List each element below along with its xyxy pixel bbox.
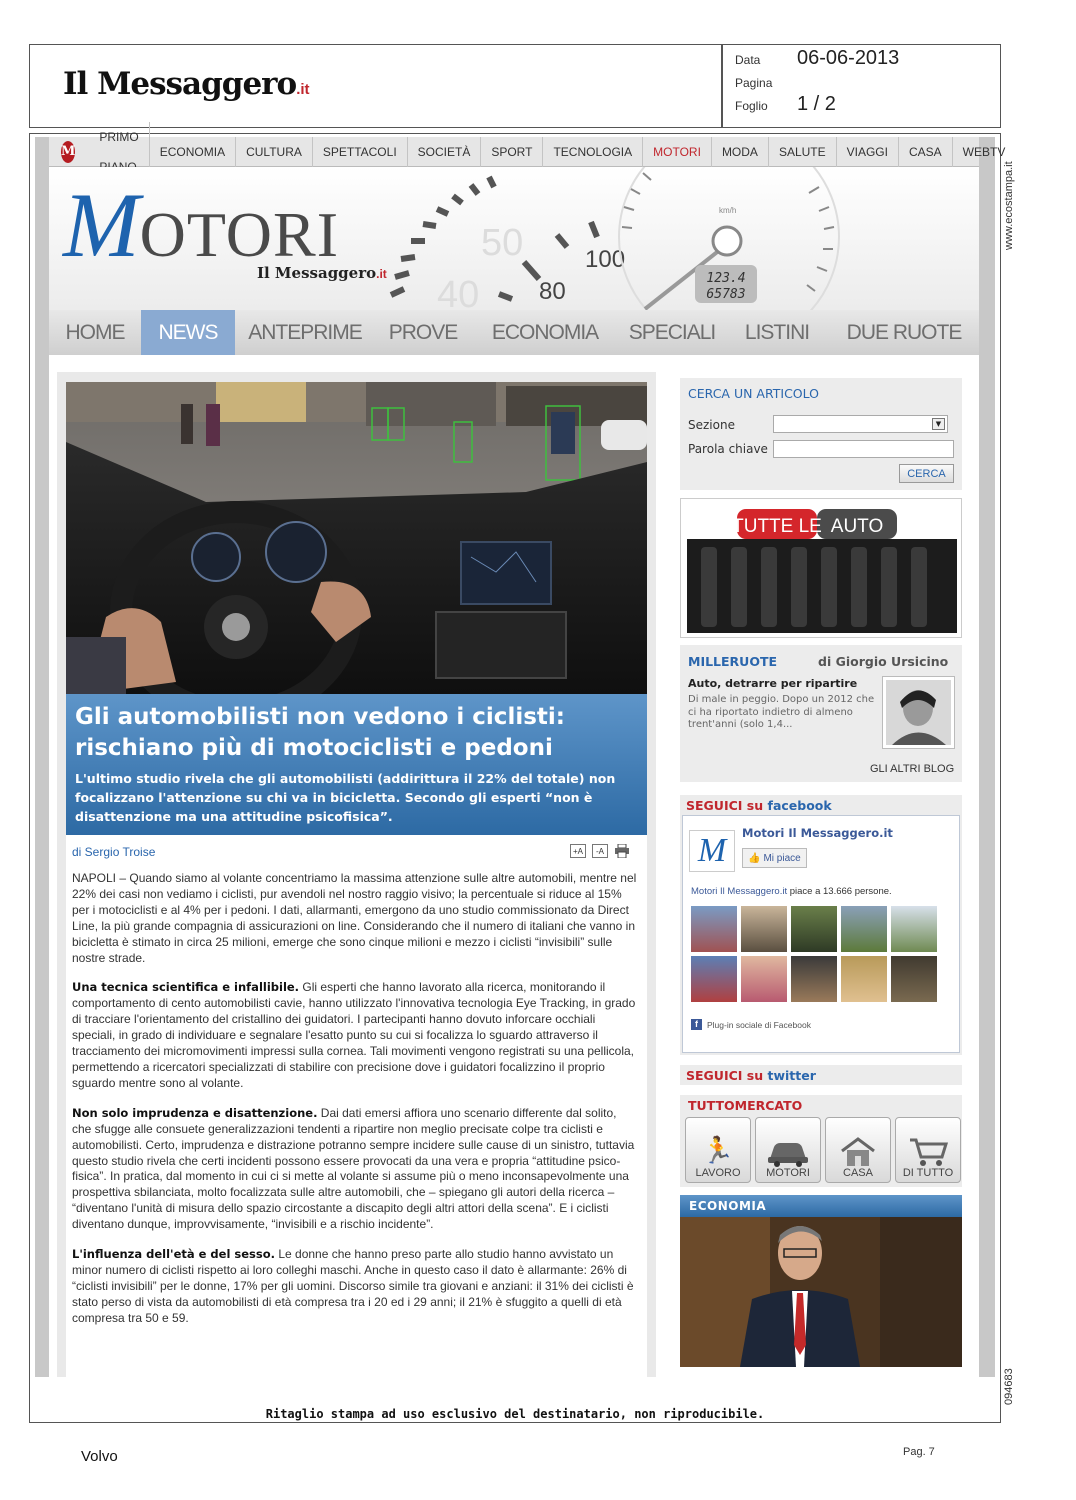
top-navigation [49,129,1006,167]
milleruote-widget [680,645,962,782]
motori-logo[interactable]: MOTORI [63,174,340,276]
motori-sub-logo: Il Messaggero.it [257,264,387,282]
car-icon [766,1139,810,1167]
messaggero-logo: Il Messaggero.it [63,66,310,102]
fan-avatar[interactable] [691,956,737,1002]
fan-avatar[interactable] [891,956,937,1002]
kmh-label: km/h [719,206,737,215]
fb-page-name[interactable]: Motori Il Messaggero.it [742,826,893,840]
fan-avatar[interactable] [841,906,887,952]
article-title[interactable]: Gli automobilisti non vedono i ciclisti: rischiano più di motociclisti e pedoni [75,704,565,761]
code-margin: 094683 [1003,1368,1015,1405]
topnav-item-cultura[interactable]: CULTURA [236,137,313,167]
facebook-box [682,815,960,1053]
mainnav-due-ruote[interactable]: DUE RUOTE [846,320,962,344]
mainnav-news[interactable]: NEWS [141,310,235,355]
article-lead: L'ultimo studio rivela che gli automobilisti (addirittura il 22% del totale) non focalizzano l'attenzione su chi va in bicicletta. Secondo gli esperti “non è disattenzione ma una attitudine psicofisica”. [75,771,616,824]
fan-avatar[interactable] [891,906,937,952]
lavoro-button[interactable]: 🏃 LAVORO [685,1117,751,1183]
seguici-facebook-title: SEGUICI su facebook [686,798,832,813]
paragraph-4-heading: L'influenza dell'età e del sesso. [72,1247,276,1262]
article-paragraph-4: L'influenza dell'età e del sesso. Le donne che hanno preso parte allo studio hanno avvistato un minor numero di ciclisti rispetto ai loro colleghi maschi. Anche in questo caso il dato è allarmante: 26% di “ciclisti invisibili” per le donne, 17% per gli uomini. Discorso simile tra giovani e anziani: il 31% dei ciclisti è stato perso di vista da automobilisti di età compresa tra i 20 ed i 29 anni; il 21% è sfuggito a quelli di età compresa tra 50 e 59. [72,1247,634,1325]
topnav-item-sport[interactable]: SPORT [481,137,543,167]
seguici-twitter-title[interactable]: SEGUICI su twitter [686,1068,816,1083]
article-byline[interactable]: di Sergio Troise [72,845,156,859]
topnav-item-primo-piano[interactable]: PRIMO [89,122,149,182]
foglio-label: Foglio [735,99,768,113]
chevron-down-icon[interactable]: ▼ [932,418,945,430]
gauge-number-80: 80 [539,278,566,305]
economia-widget [680,1195,962,1367]
article-paragraph-1: NAPOLI – Quando siamo al volante concentriamo la massima attenzione sulle altre automobili, mentre nel 22% dei casi non vediamo i ciclisti, pur avendoli nel nostro raggio visivo; la percentuale si riduce al 15% per i motociclisti e al 4% per i pedoni. I dati, allarmanti, emergono da uno studio commissionato da Direct Line, la più grande compagnia di assicurazioni on line. Considerando che il numero di italiani che vanno in bicicletta è stimato in circa 25 milioni, emerge che sono cinque milioni e mezzo i ciclisti “invisibili” sulle nostre strade. [72,871,637,965]
article-paragraph-2: Una tecnica scientifica e infallibile. Gli esperti che hanno lavorato alla ricerca, monitorando il comportamento di cento automobilisti cavie, hanno utilizzato l'innovativa tecnologia Eye Tracking, in grado di tracciare l'orientamento del cristallino dei guidatori. I partecipanti hanno dovuto inforcare occhiali speciali, in grado di individuare e segnalare l'esatto punto su cui si focalizza lo sguardo attraverso il tracciamento dei micromovimenti impressi sulla cornea. Tali movimenti vengono registrati su una pellicola, permettendo a ricercatori specializzati di stabilire con precisione dove i guidatori focalizzino il proprio sguardo mentre sono al volante. [72,980,636,1090]
foglio-value: 1 / 2 [797,93,836,115]
topnav-item-spettacoli[interactable]: SPETTACOLI [313,137,408,167]
di-tutto-button[interactable]: DI TUTTO [895,1117,961,1183]
casa-button[interactable]: CASA [825,1117,891,1183]
search-widget [680,378,962,490]
ritaglio-note: Ritaglio stampa ad uso esclusivo del destinatario, non riproducibile. [265,1407,765,1421]
topnav-item-webtv[interactable]: WEBTV [962,144,1006,159]
altri-blog-link[interactable]: GLI ALTRI BLOG [870,763,955,775]
print-icon[interactable] [614,844,630,858]
economia-title[interactable]: ECONOMIA [680,1195,962,1217]
fan-avatar[interactable] [841,956,887,1002]
topnav-item-societa[interactable]: SOCIETÀ [408,137,482,167]
article-paragraph-3: Non solo imprudenza e disattenzione. Dai dati emersi affiora uno scenario differente dal solito, che sfugge alle consuete generalizzazioni tendenti a ripartire non meglio precisate colpe tra ciclisti e automobilisti. Certo, imprudenza e distrazione potranno sempre incidere sulle cause di un sinistro, tuttavia questo studio rivela che certi incidenti possono essere provocati da una vera e propria “attitudine psico-fisica”. In pratica, dal momento in cui ci si mette al volante si assume più o meno inconsapevolmente una prospettiva sbilanciata, molto focalizzata sulle altre automobili, che – spiegano gli autori della ricerca – “diventano l'unità di misura dello spazio circostante a discapito degli altri attori della scena”. E i ciclisti diventano dunque, improvvisamente, “invisibili e a rischio incidente”. [72,1105,635,1232]
topnav-item-salute[interactable]: SALUTE [769,137,837,167]
mainnav-speciali[interactable]: SPECIALI [628,320,716,344]
milleruote-post-title[interactable]: Auto, detrarre per ripartire [688,677,858,690]
fb-like-button[interactable]: 👍 Mi piace [742,848,807,868]
fan-avatar[interactable] [741,956,787,1002]
font-increase-button[interactable]: +A [570,844,586,858]
milleruote-author: di Giorgio Ursicino [818,654,949,669]
footer-brand: Volvo [81,1448,118,1465]
parola-label: Parola chiave [688,442,768,456]
running-man-icon: 🏃 [701,1135,735,1165]
house-icon [838,1137,878,1167]
twitter-widget [680,1065,962,1085]
parola-chiave-input[interactable] [773,440,954,458]
motori-fb-logo[interactable]: M [689,830,735,872]
topnav-item-motori[interactable]: MOTORI [643,137,712,167]
milleruote-title[interactable]: MILLERUOTE [688,654,778,669]
fan-avatar[interactable] [741,906,787,952]
tuttomercato-title: TUTTOMERCATO [688,1098,803,1113]
auto-label: AUTO [830,516,884,537]
motori-button[interactable]: MOTORI [755,1117,821,1183]
fb-fans-grid [691,906,937,1002]
gauge-number-100: 100 [585,246,626,273]
facebook-icon: f [691,1019,702,1030]
facebook-widget [680,795,962,1055]
article-title-box [66,694,647,835]
paragraph-2-heading: Una tecnica scientifica e infallibile. [72,980,300,995]
fan-avatar[interactable] [791,956,837,1002]
milleruote-excerpt: Di male in peggio. Dopo un 2012 che ci ha riportato indietro di almeno trent'anni (solo 1,4... [688,694,875,730]
mainnav-economia[interactable]: ECONOMIA [491,320,599,344]
cerca-button[interactable]: CERCA [899,464,954,483]
fb-likes-count: Motori Il Messaggero.it piace a 13.666 persone. [691,886,892,897]
article-tools [570,844,630,858]
pagina-label: Pagina [735,76,773,90]
main-navigation [49,310,979,355]
gauge-number-50: 50 [481,222,524,264]
fan-avatar[interactable] [791,906,837,952]
fan-avatar[interactable] [691,906,737,952]
article-photo [66,382,647,694]
topnav-item-tecnologia[interactable]: TECNOLOGIA [543,137,643,167]
odometer-bottom: 65783 [706,287,746,302]
author-avatar [882,676,955,749]
sezione-select[interactable] [773,415,948,433]
thumbs-up-icon: 👍 [748,852,761,864]
mainnav-home[interactable]: HOME [65,320,125,344]
search-title: CERCA UN ARTICOLO [688,386,819,401]
sezione-label: Sezione [688,418,735,432]
font-decrease-button[interactable]: -A [592,844,608,858]
topnav-item-economia[interactable]: ECONOMIA [150,137,236,167]
tutte-le-label: TUTTE LE [732,516,822,537]
data-label: Data [735,53,761,67]
economia-photo[interactable] [680,1195,962,1367]
mainnav-listini[interactable]: LISTINI [744,320,810,344]
tutte-le-auto-banner[interactable] [680,498,962,638]
cart-icon [908,1137,948,1167]
paragraph-3-heading: Non solo imprudenza e disattenzione. [72,1105,318,1120]
topnav-item-viaggi[interactable]: VIAGGI [837,137,899,167]
article-body [72,871,638,1341]
odometer-top: 123.4 [706,271,746,286]
footer-page: Pag. 7 [903,1446,935,1458]
mainnav-prove[interactable]: PROVE [388,320,458,344]
gauge-number-40: 40 [437,274,480,310]
ecostampa-margin: www.ecostampa.it [1003,161,1015,250]
topnav-item-casa[interactable]: CASA [899,137,953,167]
tuttomercato-widget [680,1095,962,1187]
mainnav-anteprime[interactable]: ANTEPRIME [248,320,362,344]
fb-plugin-note: f Plug-in sociale di Facebook [691,1019,811,1030]
topnav-item-moda[interactable]: MODA [712,137,769,167]
messaggero-m-icon[interactable]: M [61,141,75,163]
tuttomercato-icons [685,1117,961,1183]
data-value: 06-06-2013 [797,47,900,69]
